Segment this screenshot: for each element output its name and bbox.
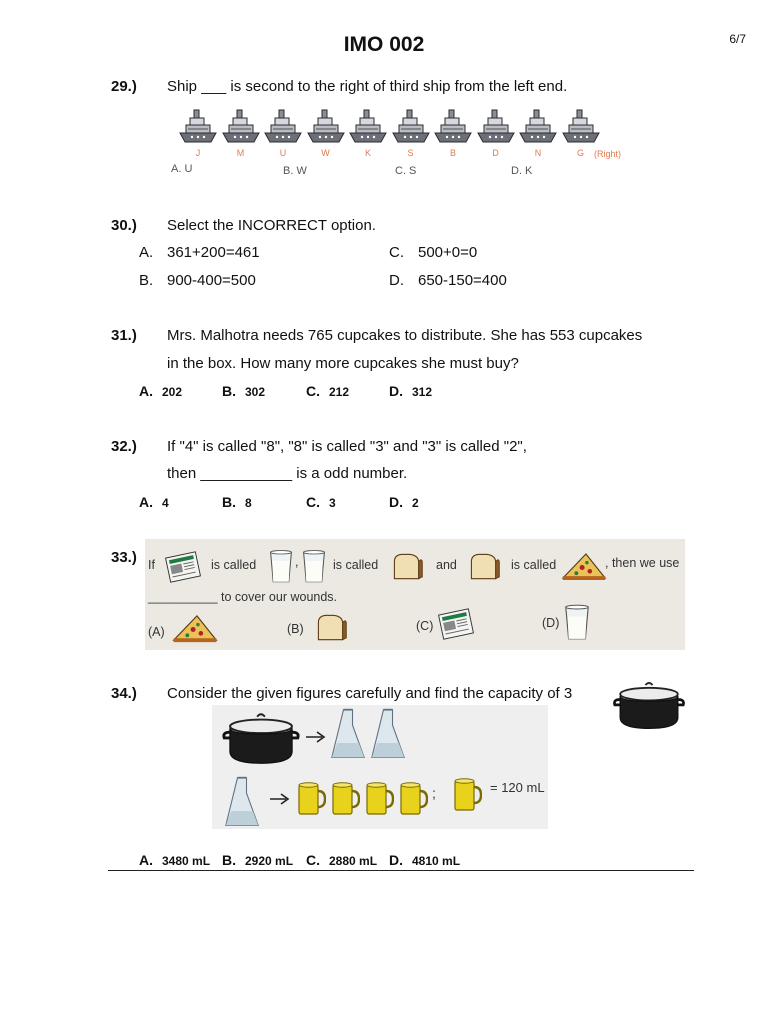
q30-option-b-letter: B. bbox=[139, 272, 154, 289]
q34-picture-panel bbox=[212, 705, 548, 829]
mug-icon bbox=[452, 777, 482, 813]
arrow-right-icon bbox=[268, 793, 292, 805]
q29-option-b: B. W bbox=[283, 165, 307, 177]
newspaper-icon bbox=[435, 605, 477, 643]
ship-letter: S bbox=[407, 148, 414, 158]
pizza-slice-icon bbox=[561, 551, 609, 582]
cooking-pot-icon bbox=[220, 707, 302, 767]
question-32-line-1: If "4" is called "8", "8" is called "3" and "3" is called "2", bbox=[167, 438, 527, 455]
q31-option-b: B. 302 bbox=[222, 383, 266, 399]
q33-cover-wounds: __________ to cover our wounds. bbox=[148, 590, 338, 604]
q30-option-d-letter: D. bbox=[389, 272, 404, 289]
q30-option-a-value: 361+200=461 bbox=[167, 244, 260, 261]
glass-icon bbox=[301, 549, 327, 585]
q33-option-b-label: (B) bbox=[287, 622, 304, 636]
ship-letter: N bbox=[534, 148, 542, 158]
q34-option-a: A. 3480 mL bbox=[139, 852, 211, 868]
q33-is-called-2: is called bbox=[333, 558, 379, 572]
ship-icon bbox=[518, 106, 558, 146]
question-32-line-2: then ___________ is a odd number. bbox=[167, 465, 408, 482]
q32-option-b: B. 8 bbox=[222, 494, 252, 510]
q34-option-d: D. 4810 mL bbox=[389, 852, 461, 868]
q30-option-c-letter: C. bbox=[389, 244, 404, 261]
q34-option-c: C. 2880 mL bbox=[306, 852, 378, 868]
q33-is-called-1: is called bbox=[211, 558, 257, 572]
page-number: 6/7 bbox=[729, 32, 746, 46]
question-32-number: 32.) bbox=[111, 438, 137, 455]
page-title: IMO 002 bbox=[343, 33, 425, 56]
ship-letter: W bbox=[321, 148, 330, 158]
question-29-number: 29.) bbox=[111, 78, 137, 95]
mug-icon bbox=[296, 781, 326, 817]
cooking-pot-icon bbox=[613, 676, 685, 732]
bread-icon bbox=[309, 610, 353, 646]
question-30-number: 30.) bbox=[111, 217, 137, 234]
arrow-right-icon bbox=[304, 731, 328, 743]
flask-icon bbox=[370, 707, 406, 761]
q31-option-a: A. 202 bbox=[139, 383, 183, 399]
question-34-number: 34.) bbox=[111, 685, 137, 702]
q29-option-a: A. U bbox=[171, 163, 193, 175]
ship-icon bbox=[476, 106, 516, 146]
ship-icon bbox=[561, 106, 601, 146]
q33-is-called-3: is called bbox=[511, 558, 557, 572]
q33-if-label: If bbox=[148, 558, 155, 572]
q29-option-c: C. S bbox=[395, 165, 417, 177]
q33-picture-panel bbox=[145, 539, 685, 650]
bread-icon bbox=[387, 549, 427, 585]
ship-icon bbox=[178, 106, 218, 146]
question-31-line-2: in the box. How many more cupcakes she must buy? bbox=[167, 355, 519, 372]
question-30-text: Select the INCORRECT option. bbox=[167, 217, 376, 234]
ship-letter: B bbox=[449, 148, 456, 158]
ship-icon bbox=[348, 106, 388, 146]
mug-icon bbox=[364, 781, 394, 817]
q30-option-c-value: 500+0=0 bbox=[418, 244, 478, 261]
ship-icon bbox=[433, 106, 473, 146]
q30-option-b-value: 900-400=500 bbox=[167, 272, 256, 289]
q33-then-we-use: , then we use bbox=[605, 556, 680, 570]
glass-icon bbox=[268, 549, 294, 585]
question-31-line-1: Mrs. Malhotra needs 765 cupcakes to distribute. She has 553 cupcakes bbox=[167, 327, 643, 344]
q29-option-d: D. K bbox=[511, 165, 533, 177]
q31-option-d: D. 312 bbox=[389, 383, 433, 399]
ship-icon bbox=[306, 106, 346, 146]
mug-icon bbox=[398, 781, 428, 817]
question-29-text: Ship ___ is second to the right of third ship from the left end. bbox=[167, 78, 568, 95]
ship-letter: G bbox=[576, 148, 584, 158]
q33-option-d-label: (D) bbox=[542, 616, 560, 630]
q32-option-c: C. 3 bbox=[306, 494, 336, 510]
mug-capacity-label: = 120 mL bbox=[490, 780, 545, 795]
right-end-label: (Right) bbox=[594, 149, 622, 159]
ships-figure bbox=[168, 104, 628, 184]
q30-option-d-value: 650-150=400 bbox=[418, 272, 507, 289]
q33-option-c-label: (C) bbox=[416, 619, 434, 633]
ship-letter: D bbox=[492, 148, 499, 158]
q32-option-a: A. 4 bbox=[139, 494, 169, 510]
bread-icon bbox=[464, 549, 504, 585]
newspaper-icon bbox=[163, 548, 203, 586]
ship-icon bbox=[263, 106, 303, 146]
q34-option-b: B. 2920 mL bbox=[222, 852, 294, 868]
q33-and-label: and bbox=[436, 558, 457, 572]
q34-semicolon: ; bbox=[432, 785, 436, 801]
question-31-number: 31.) bbox=[111, 327, 137, 344]
ship-letter: M bbox=[236, 148, 245, 158]
flask-icon bbox=[330, 707, 366, 761]
ship-letter: U bbox=[279, 148, 287, 158]
bottom-rule bbox=[108, 870, 694, 871]
ship-letter: J bbox=[195, 148, 201, 158]
ship-icon bbox=[391, 106, 431, 146]
ship-icon bbox=[221, 106, 261, 146]
ship-letter: K bbox=[364, 148, 371, 158]
flask-icon bbox=[224, 775, 260, 829]
pizza-slice-icon bbox=[171, 613, 221, 644]
question-33-number: 33.) bbox=[111, 549, 137, 566]
q31-option-c: C. 212 bbox=[306, 383, 350, 399]
question-34-text: Consider the given figures carefully and find the capacity of 3 bbox=[167, 685, 573, 702]
glass-icon bbox=[563, 604, 591, 642]
mug-icon bbox=[330, 781, 360, 817]
q32-option-d: D. 2 bbox=[389, 494, 419, 510]
q33-comma: , bbox=[295, 555, 299, 569]
q33-option-a-label: (A) bbox=[148, 625, 165, 639]
q30-option-a-letter: A. bbox=[139, 244, 154, 261]
